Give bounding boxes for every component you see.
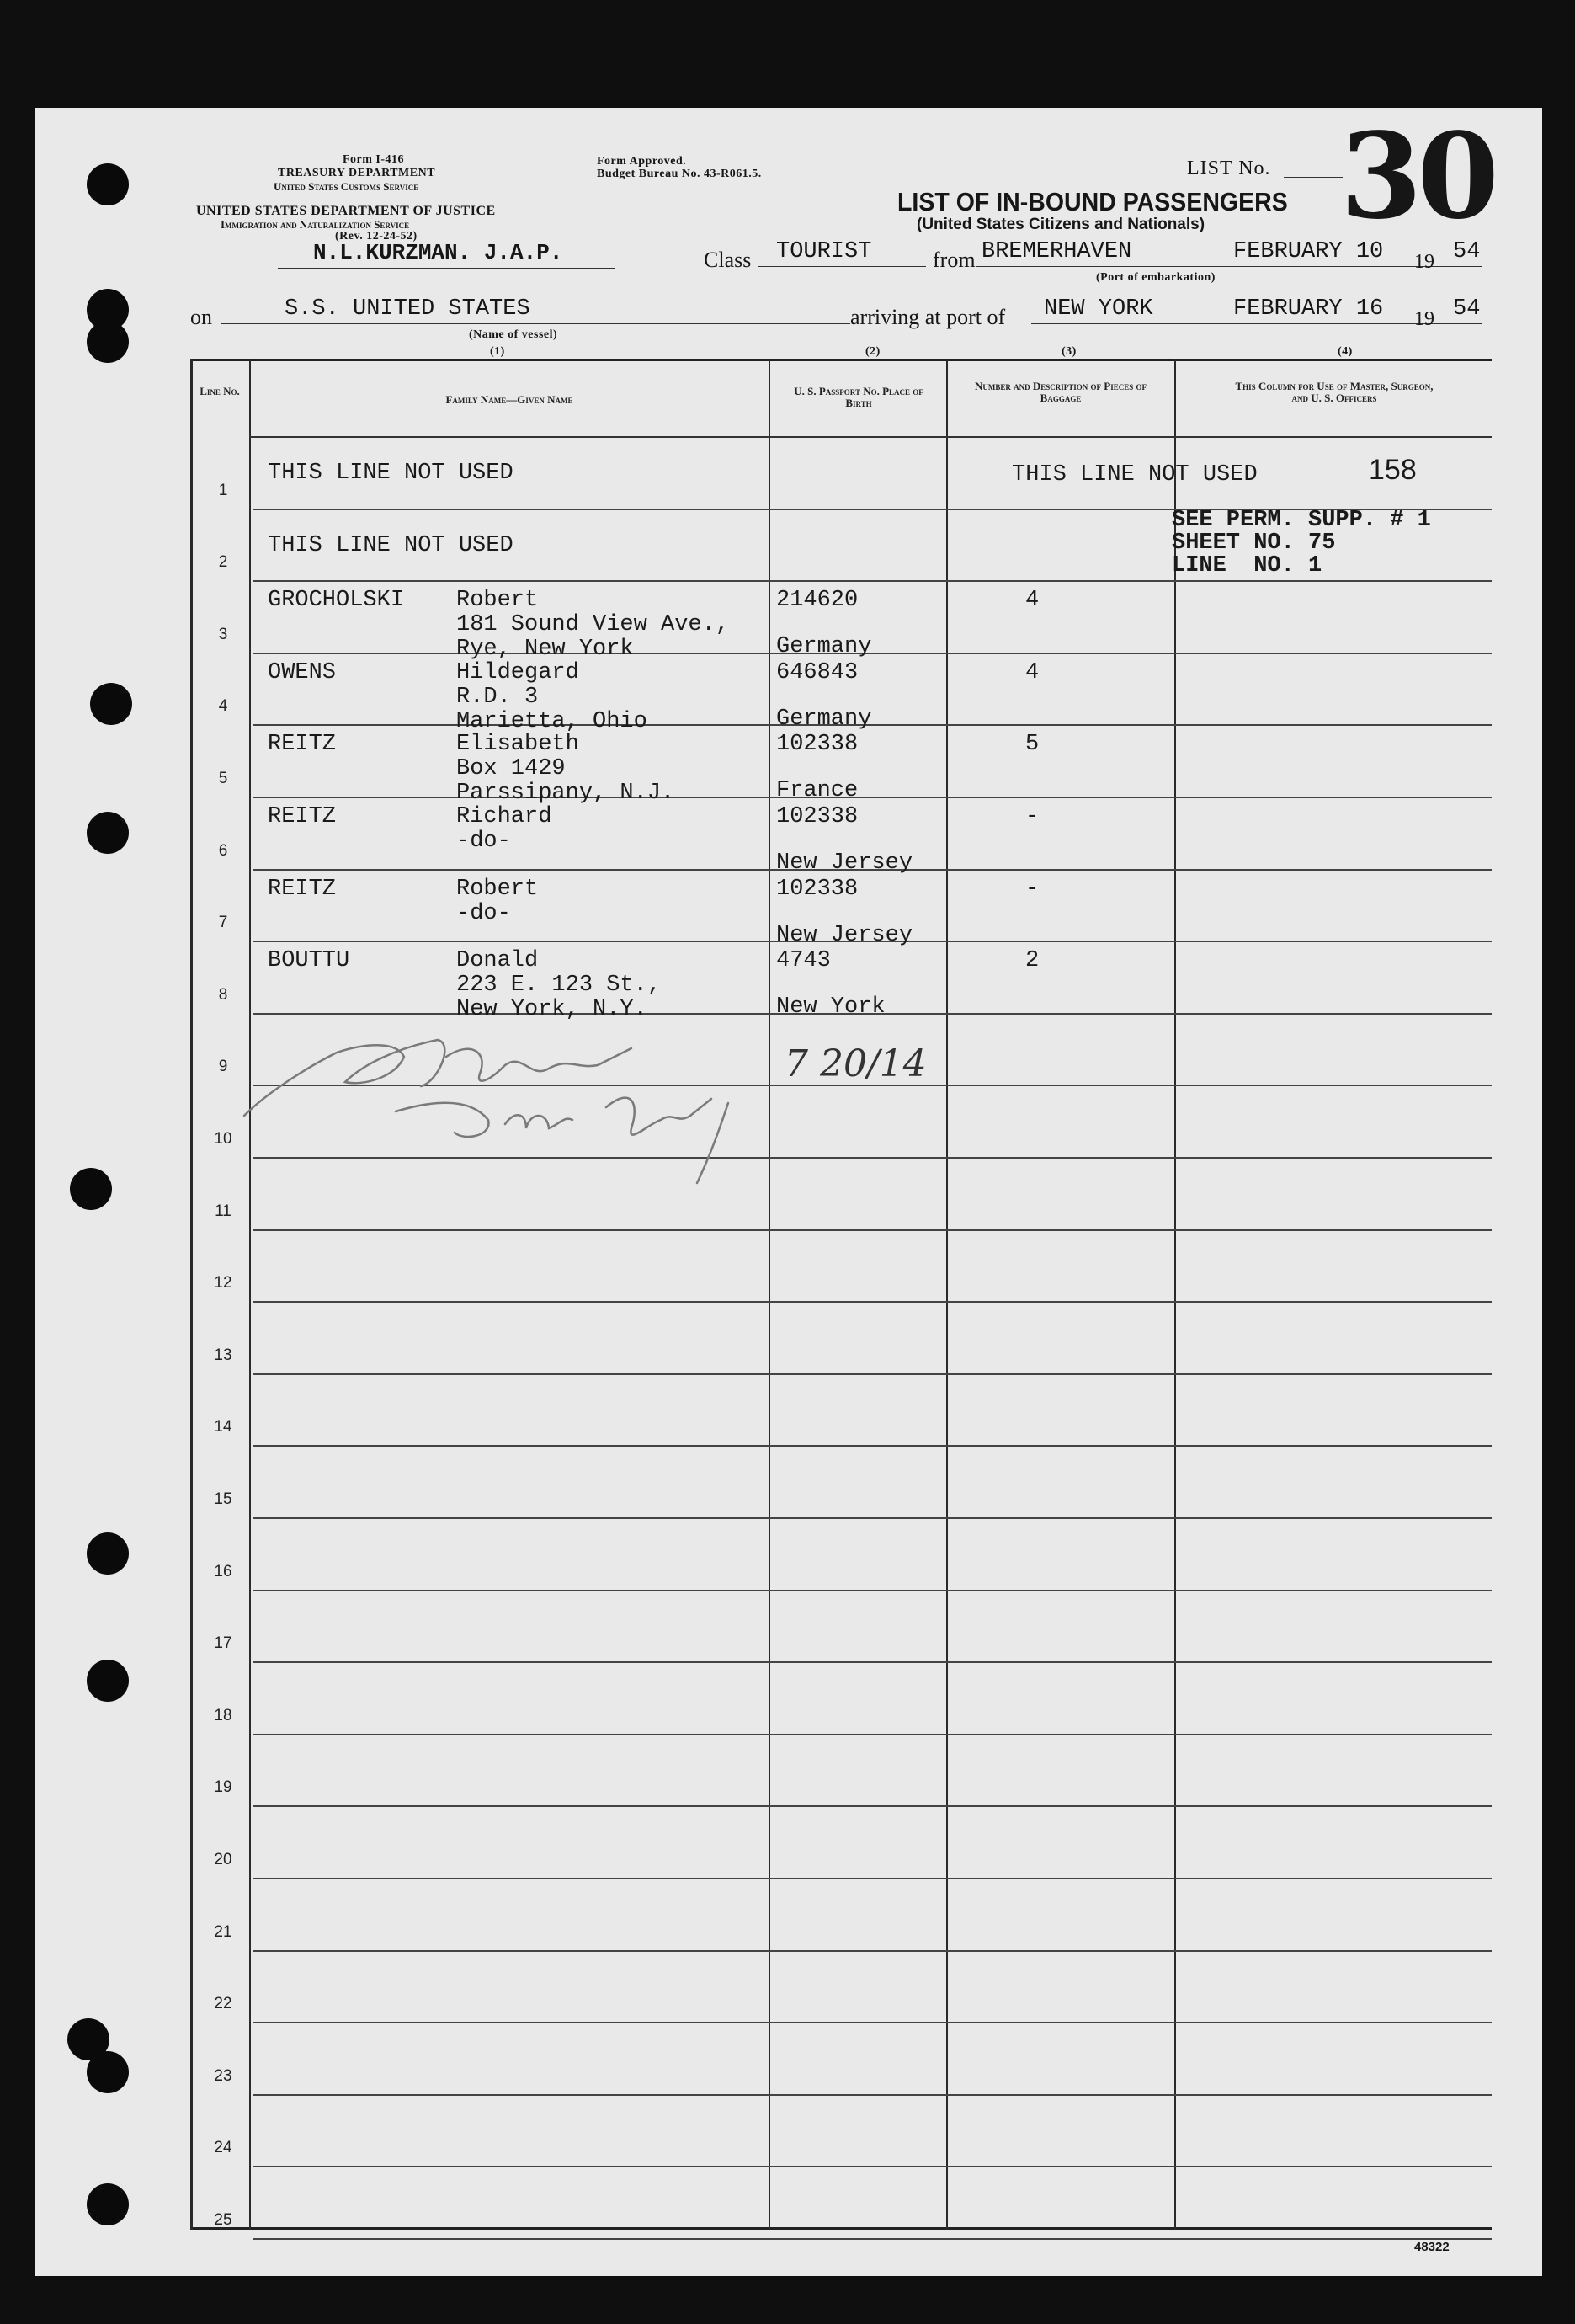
binder-hole <box>90 683 132 725</box>
line-number: 6 <box>218 842 228 860</box>
col-number-3: (3) <box>1062 345 1077 358</box>
row-divider <box>253 724 1492 726</box>
master-underline <box>278 268 615 269</box>
baggage-count: 2 <box>1025 948 1040 973</box>
col-number-1: (1) <box>490 345 505 358</box>
vessel-name-label: (Name of vessel) <box>469 328 558 341</box>
line-number: 3 <box>218 626 228 643</box>
binder-hole <box>87 2051 129 2093</box>
family-name: REITZ <box>268 732 337 757</box>
arriving-label: arriving at port of <box>850 305 1006 329</box>
family-name: BOUTTU <box>268 948 350 973</box>
header-bottom-border <box>249 436 1492 438</box>
line-number: 15 <box>214 1490 232 1508</box>
table-bottom-border <box>190 2227 1492 2230</box>
table-top-border <box>190 359 1492 361</box>
baggage-count: - <box>1025 877 1040 902</box>
row-divider <box>253 1445 1492 1447</box>
given-name-address: Donald 223 E. 123 St., New York, N.Y. <box>456 948 662 1022</box>
given-name-address: Richard -do- <box>456 804 552 854</box>
passport-number: 214620 <box>776 588 859 613</box>
header-officers: This Column for Use of Master, Surgeon, and U. S. Officers <box>1235 380 1434 404</box>
line-number: 23 <box>214 2067 232 2085</box>
passport-number: 102338 <box>776 804 859 829</box>
line-number: 20 <box>214 1851 232 1868</box>
binder-hole <box>87 1532 129 1575</box>
line-number: 22 <box>214 1995 232 2012</box>
passport-col-divider <box>946 359 948 2230</box>
form-approved: Form Approved. <box>597 155 687 168</box>
line-number: 1 <box>218 482 228 499</box>
arrival-year: 54 <box>1453 296 1481 322</box>
line-number: 10 <box>214 1130 232 1148</box>
line-number: 8 <box>218 986 228 1004</box>
line-number: 9 <box>218 1058 228 1075</box>
officer-note: SHEET NO. 75 <box>1172 530 1336 556</box>
class-value: TOURIST <box>776 239 872 264</box>
depart-date: FEBRUARY 10 <box>1233 239 1384 264</box>
row-divider <box>253 1878 1492 1879</box>
row-divider <box>253 2094 1492 2096</box>
row-divider <box>253 1805 1492 1807</box>
list-no-underline <box>1284 177 1343 178</box>
family-name: GROCHOLSKI <box>268 588 405 613</box>
baggage-note: THIS LINE NOT USED <box>1012 462 1258 488</box>
row-divider <box>253 1301 1492 1303</box>
master-name: N.L.KURZMAN. J.A.P. <box>313 240 563 265</box>
officer-note: LINE NO. 1 <box>1172 553 1322 578</box>
passport-number: 4743 <box>776 948 831 973</box>
binder-hole <box>87 812 129 854</box>
from-value: BREMERHAVEN <box>982 239 1132 264</box>
place-of-birth: France <box>776 778 859 803</box>
budget-bureau: Budget Bureau No. 43-R061.5. <box>597 168 762 180</box>
row-divider <box>253 653 1492 654</box>
baggage-count: 5 <box>1025 732 1040 757</box>
ins-service: Immigration and Naturalization Service <box>221 218 410 231</box>
line-number: 14 <box>214 1418 232 1436</box>
binder-hole <box>70 1168 112 1210</box>
list-number: 30 <box>1340 108 1494 246</box>
on-label: on <box>190 305 212 329</box>
header-passport: U. S. Passport No. Place of Birth <box>794 385 923 409</box>
arrival-year-prefix: 19 <box>1414 308 1434 330</box>
row-note: THIS LINE NOT USED <box>268 533 513 558</box>
vessel-name: S.S. UNITED STATES <box>285 296 530 322</box>
row-divider <box>253 2238 1492 2240</box>
arrival-date: FEBRUARY 16 <box>1233 296 1384 322</box>
line-number: 12 <box>214 1274 232 1292</box>
handwritten-signature <box>236 1006 774 1191</box>
depart-year: 54 <box>1453 239 1481 264</box>
header-baggage: Number and Description of Pieces of Baggage <box>975 380 1147 404</box>
port-embarkation-label: (Port of embarkation) <box>1096 271 1216 284</box>
from-underline <box>976 266 1482 267</box>
justice-department: UNITED STATES DEPARTMENT OF JUSTICE <box>196 204 496 218</box>
line-number: 21 <box>214 1923 232 1941</box>
line-number: 17 <box>214 1634 232 1652</box>
passport-number: 102338 <box>776 732 859 757</box>
officer-number: 158 <box>1369 454 1417 486</box>
line-number: 7 <box>218 914 228 931</box>
list-no-label: LIST No. <box>1187 157 1271 179</box>
col-number-2: (2) <box>865 345 881 358</box>
place-of-birth: New York <box>776 994 886 1020</box>
row-divider <box>253 1661 1492 1663</box>
line-number: 11 <box>215 1202 231 1220</box>
family-name: REITZ <box>268 804 337 829</box>
line-number: 19 <box>214 1778 232 1796</box>
row-divider <box>253 580 1492 582</box>
given-name-address: Elisabeth Box 1429 Parssipany, N.J. <box>456 732 675 806</box>
line-col-divider <box>249 359 251 2230</box>
form-number: Form I-416 <box>343 153 405 166</box>
depart-year-prefix: 19 <box>1414 251 1434 273</box>
class-underline <box>758 266 926 267</box>
treasury-department: TREASURY DEPARTMENT <box>278 167 436 179</box>
row-divider <box>253 2022 1492 2023</box>
row-divider <box>253 1229 1492 1231</box>
place-of-birth: Germany <box>776 634 872 659</box>
binder-hole <box>87 163 129 205</box>
row-divider <box>253 2166 1492 2167</box>
col-number-4: (4) <box>1338 345 1353 358</box>
row-divider <box>253 1734 1492 1735</box>
page-title: LIST OF IN-BOUND PASSENGERS <box>897 187 1288 216</box>
officer-note: SEE PERM. SUPP. # 1 <box>1172 508 1431 533</box>
place-of-birth: Germany <box>776 706 872 732</box>
passport-number: 102338 <box>776 877 859 902</box>
revision: (Rev. 12-24-52) <box>335 230 418 243</box>
line-number: 25 <box>214 2211 232 2229</box>
baggage-count: 4 <box>1025 588 1040 613</box>
row-divider <box>253 797 1492 798</box>
line-number: 24 <box>214 2139 232 2156</box>
row-note: THIS LINE NOT USED <box>268 461 513 486</box>
header-family-name: Family Name—Given Name <box>445 393 573 406</box>
place-of-birth: New Jersey <box>776 923 913 948</box>
line-number: 18 <box>214 1707 232 1724</box>
line-number: 16 <box>214 1563 232 1580</box>
line-number: 5 <box>218 770 228 787</box>
passport-number: 646843 <box>776 660 859 685</box>
row-divider <box>253 1590 1492 1591</box>
arrival-port: NEW YORK <box>1044 296 1153 322</box>
family-name: OWENS <box>268 660 337 685</box>
page-subtitle: (United States Citizens and Nationals) <box>917 216 1205 233</box>
table-left-border <box>190 359 193 2230</box>
row-divider <box>253 1373 1492 1375</box>
class-label: Class <box>704 248 752 272</box>
baggage-col-divider <box>1174 359 1176 2230</box>
customs-service: United States Customs Service <box>274 180 419 193</box>
line-number: 4 <box>218 697 228 715</box>
family-name: REITZ <box>268 877 337 902</box>
binder-hole <box>87 2183 129 2225</box>
line-number: 13 <box>214 1346 232 1364</box>
binder-hole <box>87 321 129 363</box>
row-divider <box>253 1950 1492 1952</box>
line-number: 2 <box>218 553 228 571</box>
given-name-address: Robert -do- <box>456 877 539 926</box>
row-divider <box>253 1517 1492 1519</box>
baggage-count: - <box>1025 804 1040 829</box>
vessel-underline <box>221 323 850 324</box>
footer-code: 48322 <box>1414 2240 1450 2254</box>
name-col-divider <box>769 359 770 2230</box>
given-name-address: Robert 181 Sound View Ave., Rye, New York <box>456 588 730 662</box>
from-label: from <box>933 248 976 272</box>
binder-hole <box>87 1660 129 1702</box>
handwritten-date: 7 20/14 <box>785 1042 927 1085</box>
given-name-address: Hildegard R.D. 3 Marietta, Ohio <box>456 660 647 734</box>
place-of-birth: New Jersey <box>776 850 913 876</box>
baggage-count: 4 <box>1025 660 1040 685</box>
header-line-no: Line No. <box>200 385 240 397</box>
